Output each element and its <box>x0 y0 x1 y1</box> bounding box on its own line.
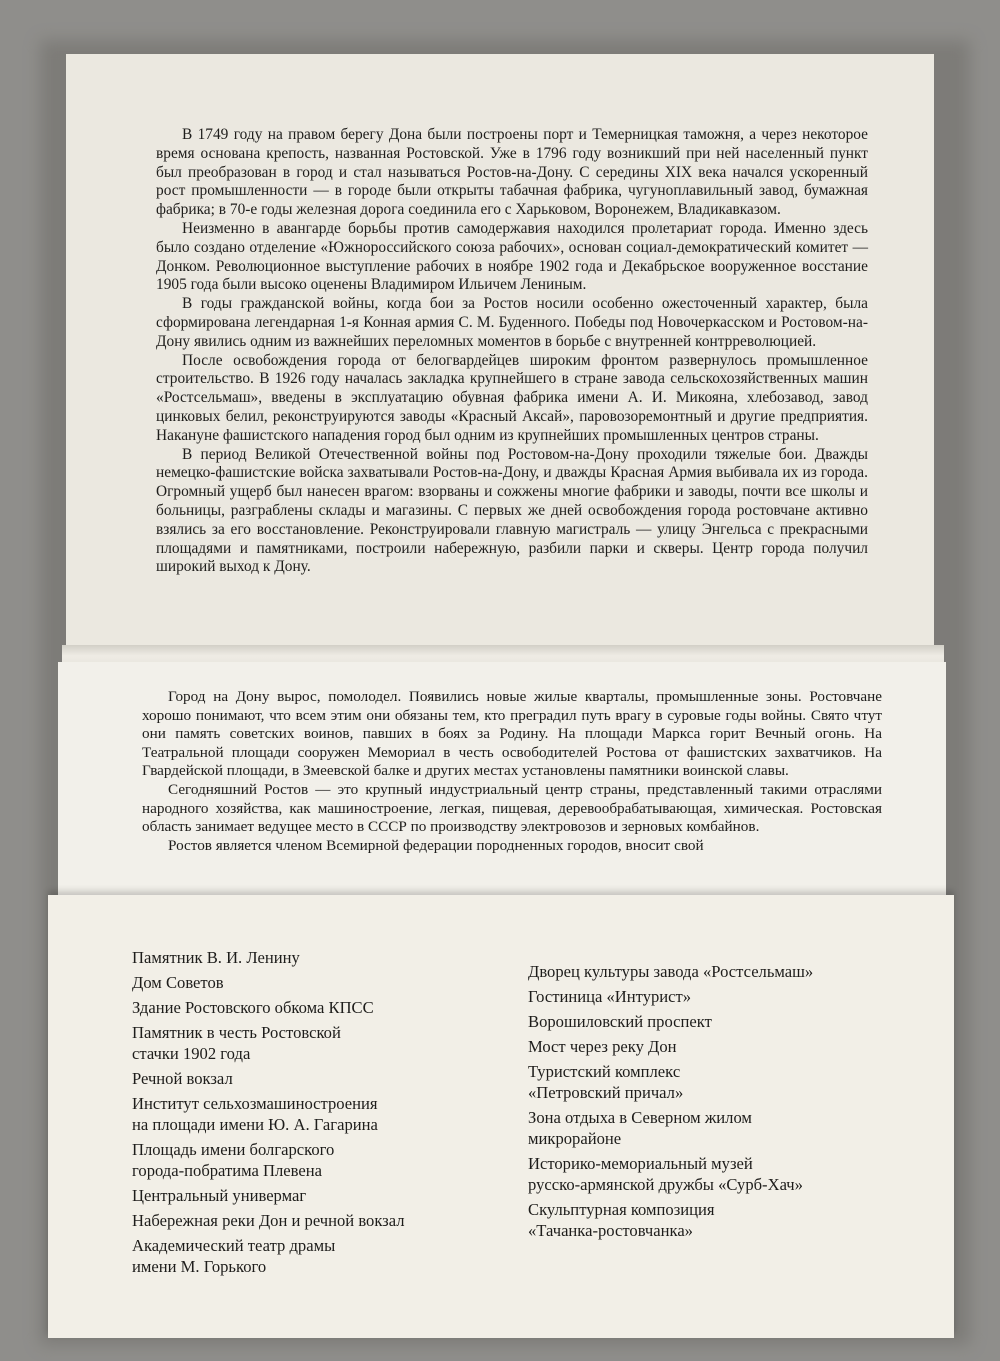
list-item: Зона отдыха в Северном жилом микрорайоне <box>528 1108 752 1148</box>
paragraph: Неизменно в авангарде борьбы против самодержавия находился пролетариат города. Именно здесь было создано отделение «Южнороссийского союза рабочих», основан социал-демократический комитет — Донком. Революционное выступление рабочих в ноябре 1902 года и Декабрьское вооруженное восстание 1905 года были высоко оценены Владимиром Ильичем Лениным. <box>156 219 868 294</box>
paragraph: Город на Дону вырос, помолодел. Появились новые жилые кварталы, промышленные зоны. Ростовчане хорошо понимают, что всем этим они обязаны тем, кто преградил путь врагу в суровые годы войны. Свято чтут они память советских воинов, павших в боях за Родину. На площади Маркса горит Вечный огонь. На Театральной площади сооружен Мемориал в честь освободителей Ростова от фашистских захватчиков. На Гвардейской площади, в Змеевской балке и других местах установлены памятники воинской славы. <box>142 688 882 780</box>
paragraph: В период Великой Отечественной войны под Ростовом-на-Дону проходили тяжелые бои. Дважды немецко-фашистские войска захватывали Ростов-на-Дону, и дважды Красная Армия выбивала их из города. Огромный ущерб был нанесен врагом: взорваны и сожжены многие фабрики и заводы, почти все школы и больницы, разграблены склады и магазины. С первых же дней освобождения города ростовчане активно взялись за его восстановление. Реконструировали главную магистраль — улицу Энгельса с прекрасными площадями и памятниками, построили набережную, разбили парки и скверы. Центр города получил широкий выход к Дону. <box>156 445 868 576</box>
paragraph: В годы гражданской войны, когда бои за Ростов носили особенно ожесточенный характер, была сформирована легендарная 1-я Конная армия С. М. Буденного. Победы под Новочеркасском и Ростовом-на-Дону явились одним из важнейших переломных моментов в борьбе с внутренней контрреволюцией. <box>156 295 868 350</box>
top-page <box>66 54 934 654</box>
middle-page <box>58 662 946 912</box>
list-item: Ворошиловский проспект <box>528 1012 712 1031</box>
paragraph: В 1749 году на правом берегу Дона были построены порт и Темерницкая таможня, а через некоторое время основана крепость, названная Ростовской. Уже в 1796 году возникший при ней населенный пункт был преобразован в город и стал называться Ростов-на-Дону. С середины XIX века начался ускоренный рост промышленности — в городе были открыты табачная фабрика, чугуноплавильный завод, бумажная фабрика; в 70-е годы железная дорога соединила его с Харьковом, Воронежем, Владикавказом. <box>156 126 868 219</box>
contents-list-right <box>528 961 948 1245</box>
list-item: Здание Ростовского обкома КПСС <box>132 998 374 1017</box>
list-item: Дом Советов <box>132 973 224 992</box>
list-item: Гостиница «Интурист» <box>528 987 692 1006</box>
list-item: Скульптурная композиция «Тачанка-ростовчанка» <box>528 1200 715 1240</box>
list-item: Речной вокзал <box>132 1069 233 1088</box>
list-item: Туристский комплекс «Петровский причал» <box>528 1062 684 1102</box>
paragraph: Ростов является членом Всемирной федерации породненных городов, вносит свой <box>168 836 704 854</box>
list-item: Дворец культуры завода «Ростсельмаш» <box>528 962 814 981</box>
contents-page <box>48 895 954 1338</box>
list-item: Историко-мемориальный музей русско-армянской дружбы «Сурб-Хач» <box>528 1154 803 1194</box>
contents-list-left <box>132 947 492 1281</box>
list-item: Площадь имени болгарского города-побратима Плевена <box>132 1140 335 1180</box>
list-item: Набережная реки Дон и речной вокзал <box>132 1211 405 1230</box>
list-item: Центральный универмаг <box>132 1186 307 1205</box>
list-item: Академический театр драмы имени М. Горького <box>132 1236 336 1276</box>
paragraph: После освобождения города от белогвардейцев широким фронтом развернулось промышленное строительство. В 1926 году началась закладка крупнейшего в стране завода сельскохозяйственных машин «Ростсельмаш», введены в эксплуатацию обувная фабрика имени А. И. Микояна, хлебозавод, завод цинковых белил, реконструируются заводы «Красный Аксай», паровозоремонтный и другие предприятия. Накануне фашистского нападения город был одним из крупнейших промышленных центров страны. <box>156 351 868 444</box>
list-item: Институт сельхозмашиностроения на площади имени Ю. А. Гагарина <box>132 1094 378 1134</box>
list-item: Мост через реку Дон <box>528 1037 677 1056</box>
list-item: Памятник В. И. Ленину <box>132 948 300 967</box>
paragraph: Сегодняшний Ростов — это крупный индустриальный центр страны, представленный такими отраслями народного хозяйства, как машиностроение, легкая, пищевая, деревообрабатывающая, химическая. Ростовская область занимает ведущее место в СССР по производству электровозов и зерновых комбайнов. <box>142 780 882 836</box>
list-item: Памятник в честь Ростовской стачки 1902 года <box>132 1023 341 1063</box>
